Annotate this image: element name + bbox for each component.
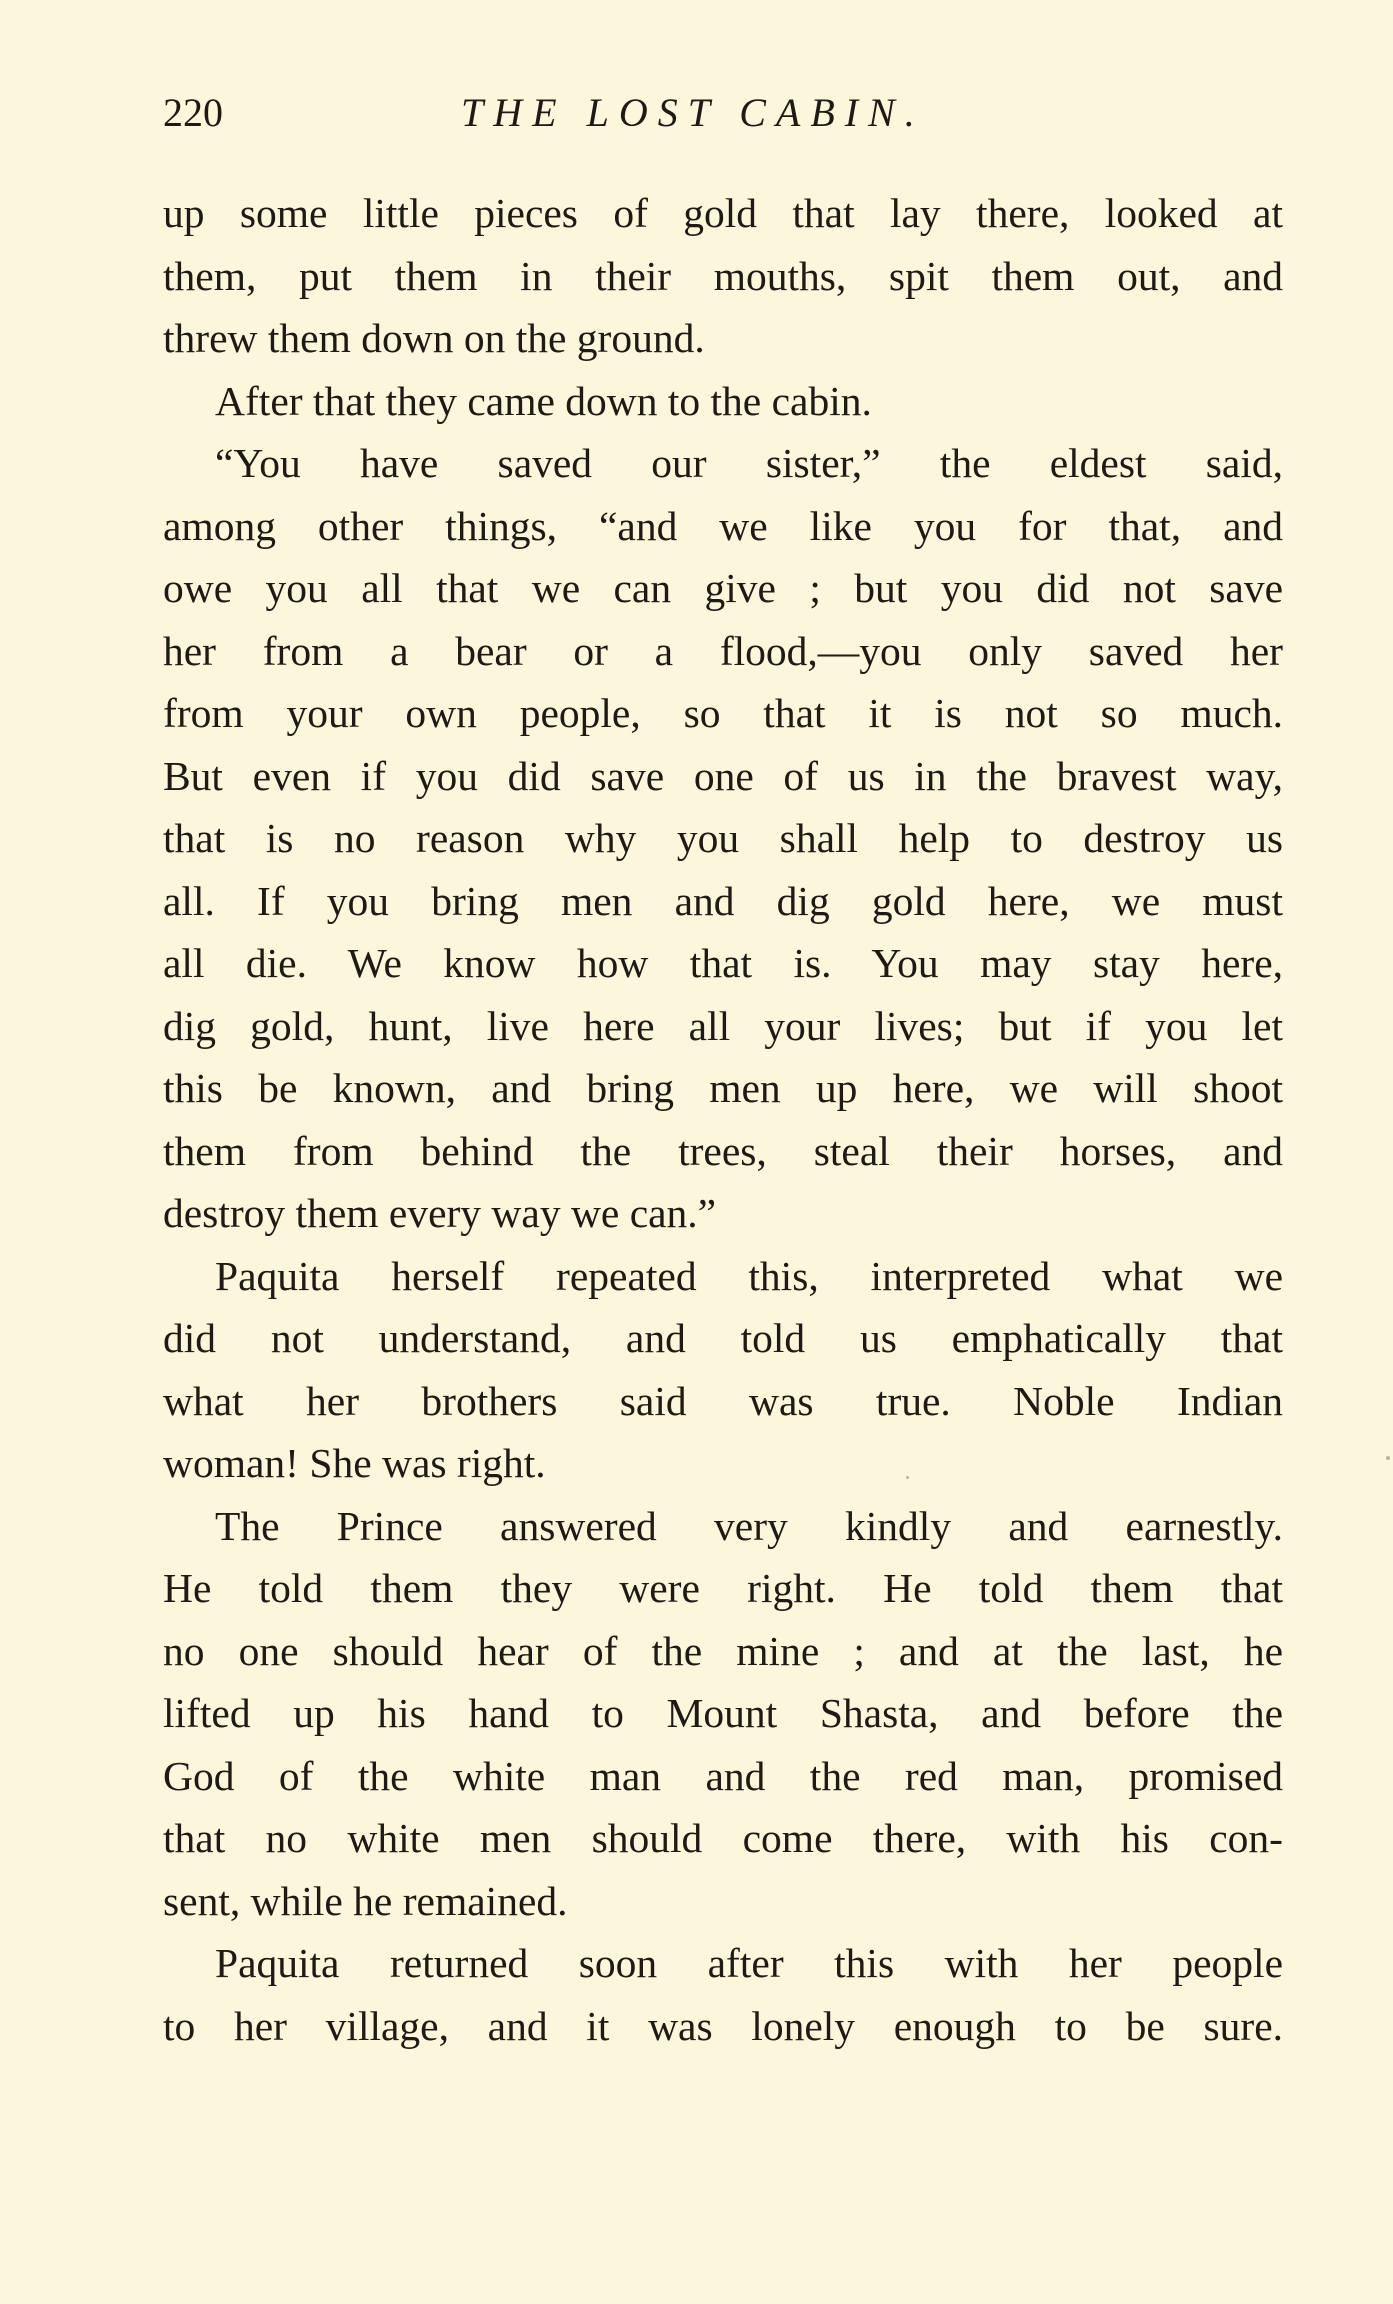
text-line: all die. We know how that is. You may stay here, xyxy=(163,940,1283,986)
running-head xyxy=(163,88,1283,138)
text-line: woman! She was right. xyxy=(163,1440,546,1486)
text-line: them, put them in their mouths, spit them out, and xyxy=(163,252,1283,299)
text-line: Paquita returned soon after this with her people xyxy=(215,1940,1283,1986)
text-line: But even if you did save one of us in the bravest way, xyxy=(163,752,1283,799)
text-line: threw them down on the ground. xyxy=(163,315,705,361)
text-line: dig gold, hunt, live here all your lives; but if you let xyxy=(163,1002,1283,1049)
running-title: THE LOST CABIN. xyxy=(461,90,925,135)
text-line: destroy them every way we can.” xyxy=(163,1190,717,1236)
text-line: to her village, and it was lonely enough to be sure. xyxy=(163,2002,1283,2049)
text-line: up some little pieces of gold that lay there, looked at xyxy=(163,190,1283,236)
text-line: her from a bear or a flood,—you only saved her xyxy=(163,627,1283,674)
text-line: God of the white man and the red man, promised xyxy=(163,1752,1283,1799)
text-line: no one should hear of the mine ; and at the last, he xyxy=(163,1627,1283,1674)
text-line: After that they came down to the cabin. xyxy=(215,377,872,424)
text-line: did not understand, and told us emphatically that xyxy=(163,1315,1283,1361)
text-line: that is no reason why you shall help to destroy us xyxy=(163,815,1283,861)
text-line: from your own people, so that it is not so much. xyxy=(163,690,1283,736)
text-line: The Prince answered very kindly and earnestly. xyxy=(215,1502,1283,1549)
text-line: this be known, and bring men up here, we will shoot xyxy=(163,1065,1283,1111)
text-line: lifted up his hand to Mount Shasta, and before the xyxy=(163,1690,1283,1736)
text-line: “You have saved our sister,” the eldest said, xyxy=(215,440,1283,486)
text-line: them from behind the trees, steal their horses, and xyxy=(163,1127,1283,1174)
text-line: that no white men should come there, with his con- xyxy=(163,1815,1283,1861)
text-line: sent, while he remained. xyxy=(163,1877,568,1924)
text-line: Paquita herself repeated this, interpreted what we xyxy=(215,1252,1283,1299)
page-number: 220 xyxy=(163,90,223,135)
text-line: among other things, “and we like you for that, and xyxy=(163,502,1283,549)
text-line: owe you all that we can give ; but you did not save xyxy=(163,565,1283,611)
text-line: He told them they were right. He told them that xyxy=(163,1565,1283,1611)
text-line: all. If you bring men and dig gold here, we must xyxy=(163,877,1283,924)
paper-speck xyxy=(906,1476,909,1479)
text-line: what her brothers said was true. Noble Indian xyxy=(163,1377,1283,1424)
paper-speck xyxy=(1386,1456,1390,1460)
body-text xyxy=(163,182,1283,2057)
